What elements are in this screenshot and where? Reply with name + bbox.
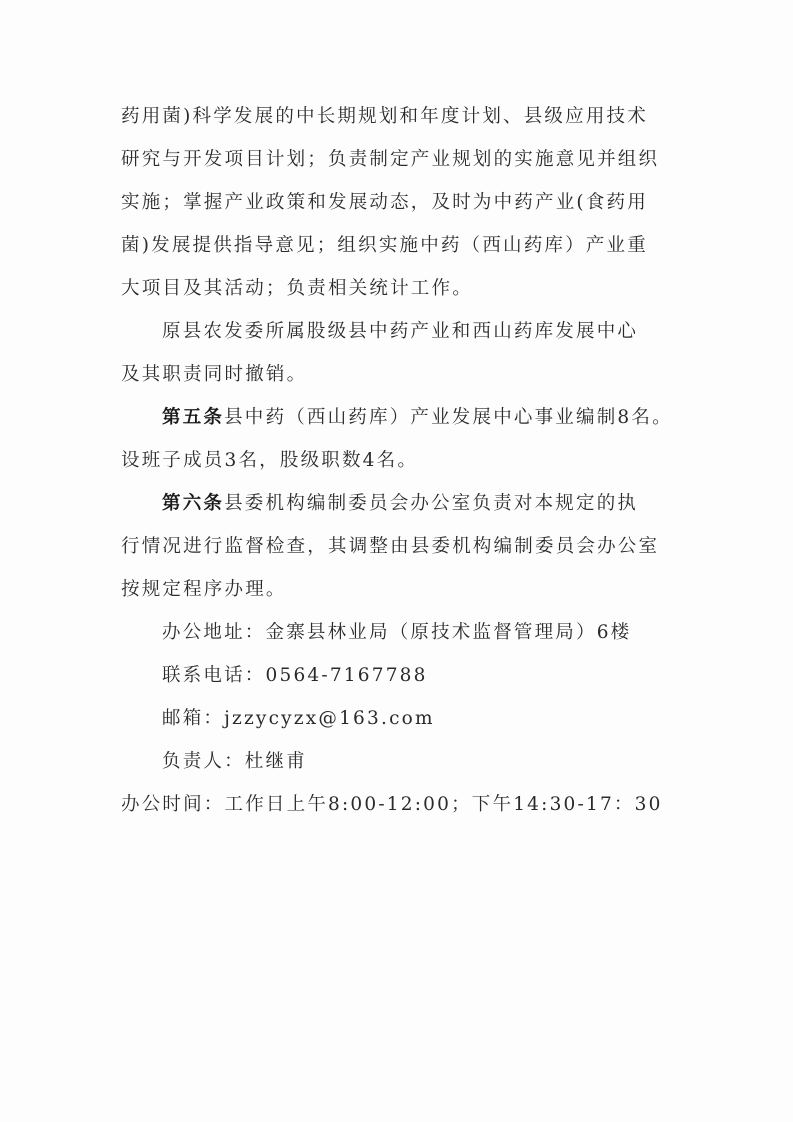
paragraph-1-line-2: 研究与开发项目计划；负责制定产业规划的实施意见并组织: [121, 149, 660, 170]
contact-person: 负责人：杜继甫: [162, 751, 307, 772]
article-6-text: 县委机构编制委员会办公室负责对本规定的执: [224, 493, 639, 514]
article-6-line-2: 行情况进行监督检查，其调整由县委机构编制委员会办公室: [121, 536, 660, 557]
article-6-line-3: 按规定程序办理。: [121, 579, 287, 600]
paragraph-1-line-4: 菌)发展提供指导意见；组织实施中药（西山药库）产业重: [121, 235, 648, 256]
paragraph-1-line-5: 大项目及其活动；负责相关统计工作。: [121, 278, 473, 299]
paragraph-1-line-3: 实施；掌握产业政策和发展动态，及时为中药产业(食药用: [121, 192, 648, 213]
contact-hours: 办公时间：工作日上午8:00-12:00；下午14:30-17：30: [121, 794, 663, 815]
article-6-heading: 第六条: [162, 493, 225, 514]
paragraph-1-line-1: 药用菌)科学发展的中长期规划和年度计划、县级应用技术: [121, 106, 648, 127]
contact-email: 邮箱：jzzycyzx@163.com: [162, 708, 435, 729]
article-5-line-1: [162, 403, 673, 433]
article-6-line-1: [162, 489, 638, 519]
contact-phone: 联系电话：0564-7167788: [162, 665, 428, 686]
article-5-heading: 第五条: [162, 407, 225, 428]
paragraph-2-line-2: 及其职责同时撤销。: [121, 364, 308, 385]
article-5-line-2: 设班子成员3名，股级职数4名。: [121, 450, 419, 471]
paragraph-2-line-1: 原县农发委所属股级县中药产业和西山药库发展中心: [162, 321, 639, 342]
article-5-text: 县中药（西山药库）产业发展中心事业编制8名。: [224, 407, 673, 428]
contact-address: 办公地址：金寨县林业局（原技术监督管理局）6楼: [162, 622, 632, 643]
